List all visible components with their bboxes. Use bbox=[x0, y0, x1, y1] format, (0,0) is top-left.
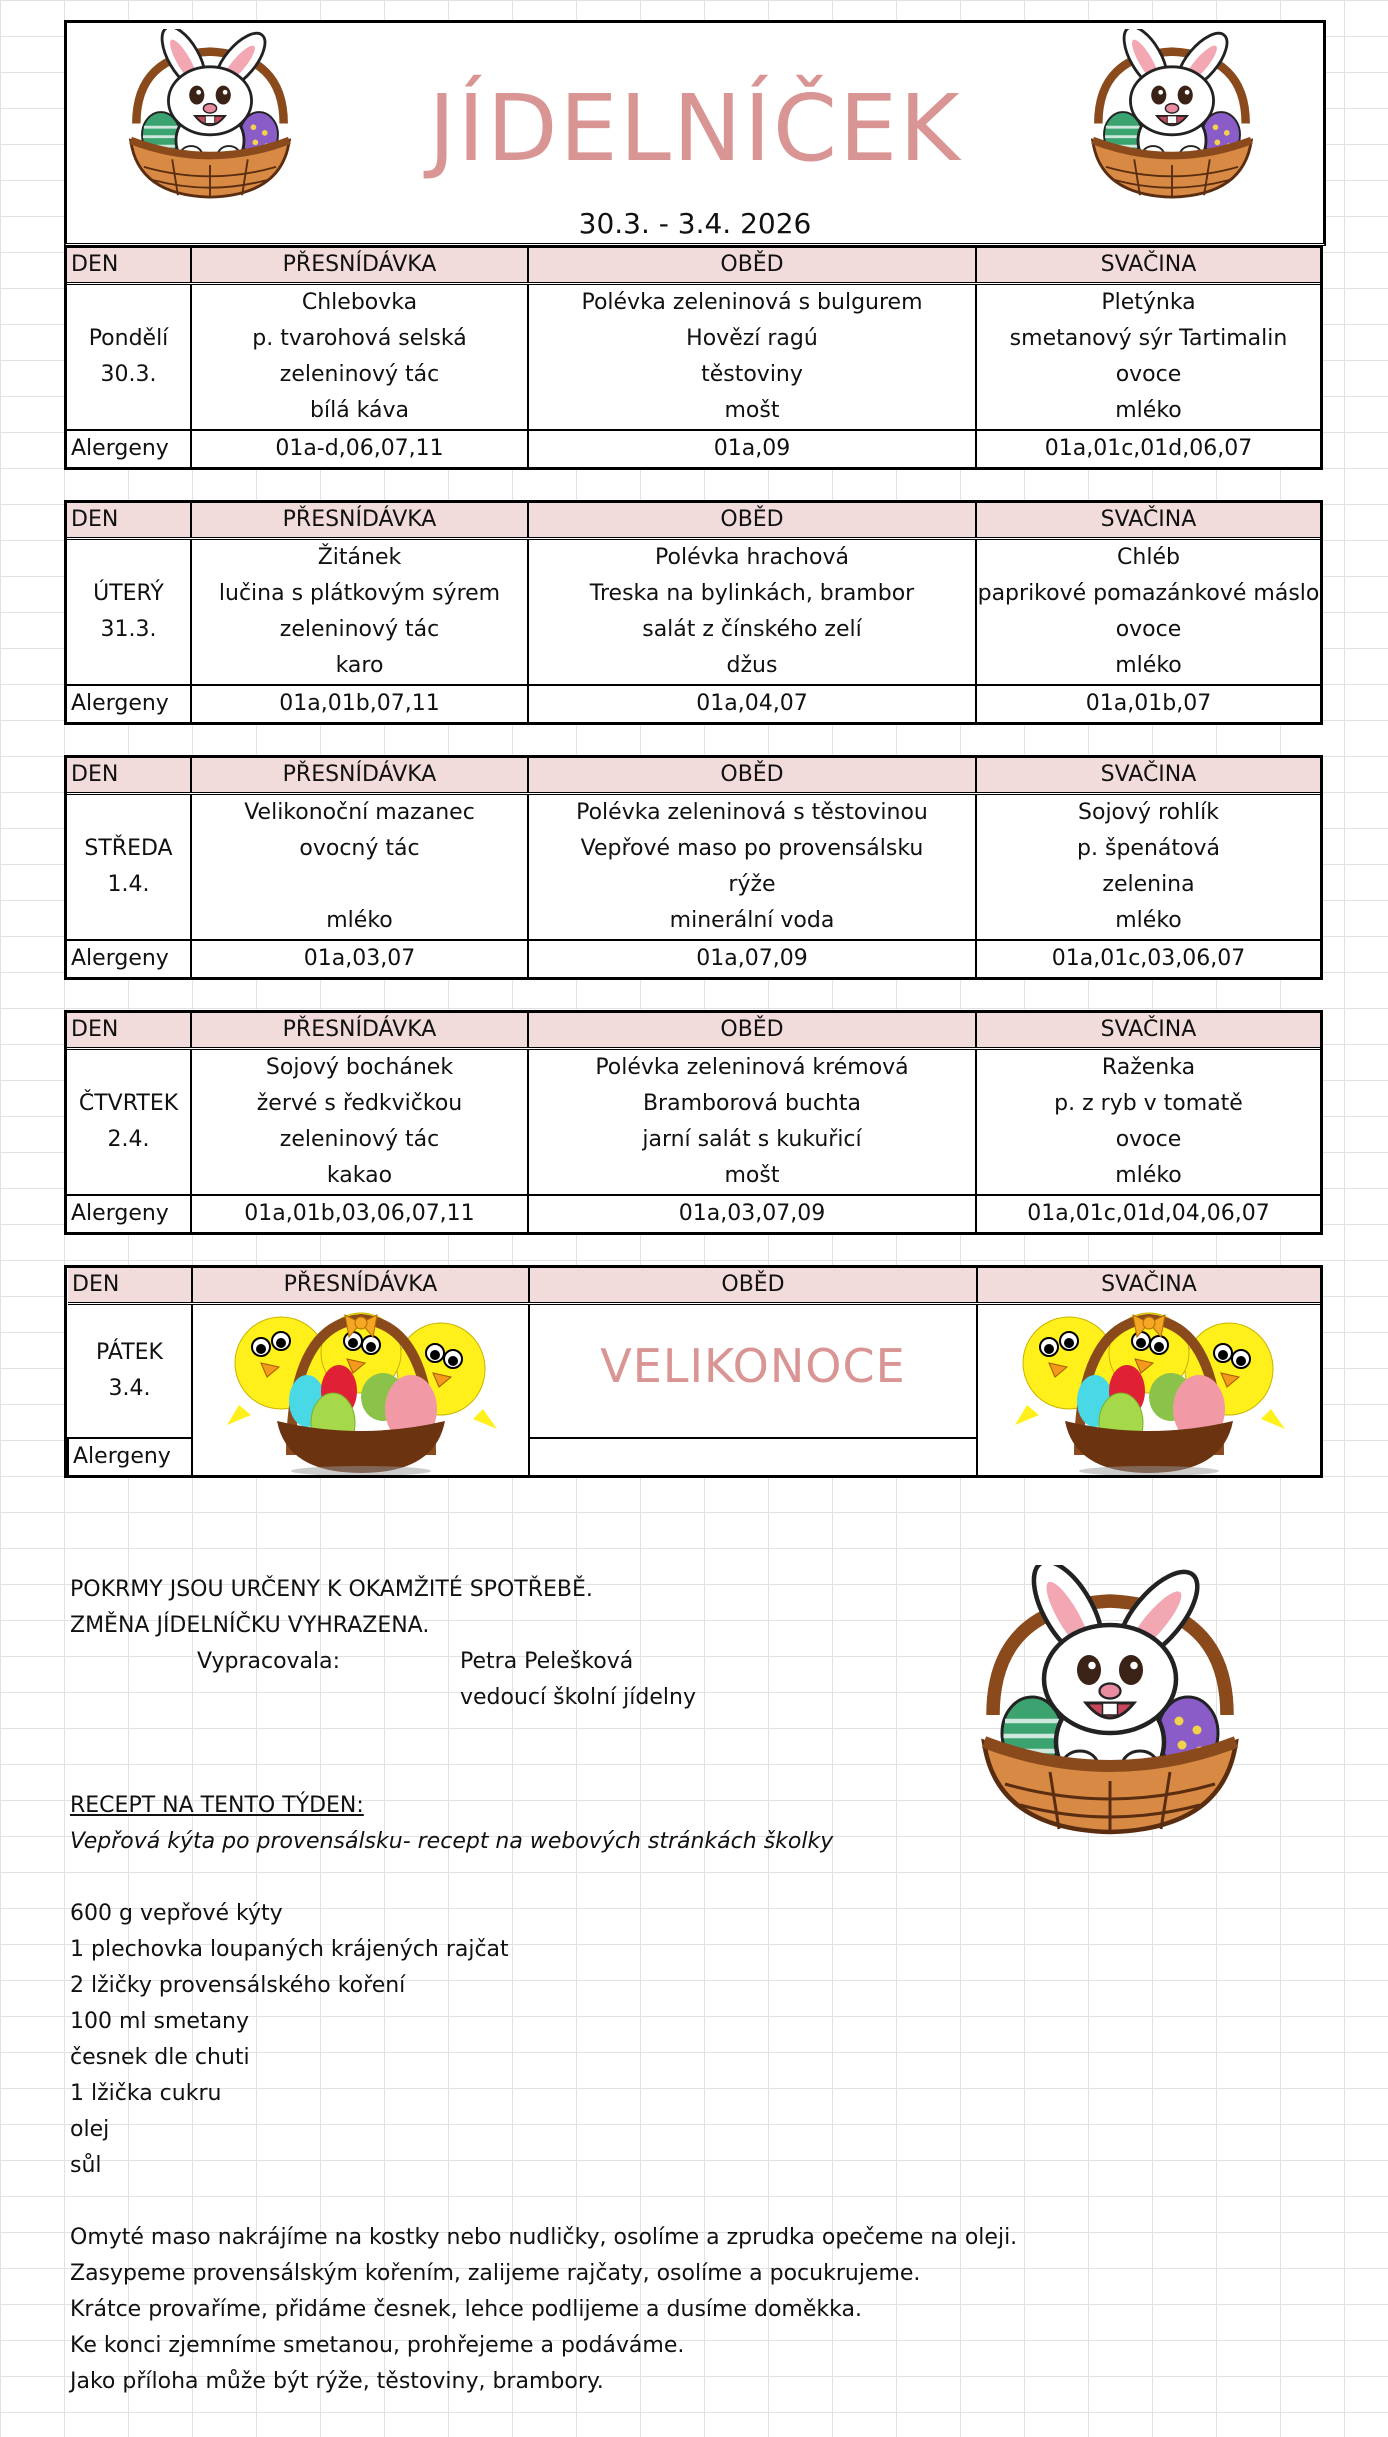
column-header-svacina: SVAČINA bbox=[976, 758, 1320, 794]
menu-item-obed: Vepřové maso po provensálsku bbox=[528, 831, 976, 867]
notice-consumption: POKRMY JSOU URČENY K OKAMŽITÉ SPOTŘEBĚ. bbox=[70, 1577, 593, 1602]
column-header-obed: OBĚD bbox=[528, 1013, 976, 1049]
prepared-by-label: Vypracovala: bbox=[197, 1649, 341, 1674]
column-header-presnidavka: PŘESNÍDÁVKA bbox=[191, 503, 528, 539]
menu-item-presnidavka bbox=[191, 867, 528, 903]
menu-item-svacina: p. špenátová bbox=[976, 831, 1320, 867]
holiday-cell bbox=[529, 1304, 977, 1439]
menu-item-svacina: Raženka bbox=[976, 1049, 1320, 1087]
recipe-step: Omyté maso nakrájíme na kostky nebo nudličky, osolíme a zprudka opečeme na oleji. bbox=[70, 2225, 1018, 2250]
prepared-by-role: vedoucí školní jídelny bbox=[460, 1685, 696, 1710]
column-header-svacina: SVAČINA bbox=[977, 1268, 1320, 1304]
menu-item-svacina: p. z ryb v tomatě bbox=[976, 1086, 1320, 1122]
ingredient-item: 100 ml smetany bbox=[70, 2009, 250, 2034]
column-header-den: DEN bbox=[67, 248, 191, 284]
page-title: JÍDELNÍČEK bbox=[428, 75, 962, 182]
allergens-obed: 01a,07,09 bbox=[528, 940, 976, 977]
easter-bunny-basket-image-right bbox=[1077, 29, 1267, 199]
chicks-easter-basket-image bbox=[999, 1305, 1299, 1475]
menu-item-obed: Treska na bylinkách, brambor bbox=[528, 576, 976, 612]
ingredient-item: česnek dle chuti bbox=[70, 2045, 250, 2070]
day-label bbox=[67, 794, 191, 941]
menu-item-presnidavka: ovocný tác bbox=[191, 831, 528, 867]
menu-item-obed: Polévka hrachová bbox=[528, 539, 976, 577]
allergens-obed: 01a,09 bbox=[528, 430, 976, 467]
day-table bbox=[64, 1265, 1323, 1478]
menu-item-presnidavka: zeleninový tác bbox=[191, 357, 528, 393]
ingredient-item: olej bbox=[70, 2117, 110, 2142]
allergens-obed bbox=[529, 1438, 977, 1475]
menu-item-svacina: Chléb bbox=[976, 539, 1320, 577]
menu-item-svacina: Pletýnka bbox=[976, 284, 1320, 322]
menu-item-svacina: mléko bbox=[976, 393, 1320, 430]
day-table bbox=[64, 245, 1323, 470]
recipe-title: Vepřová kýta po provensálsku- recept na webových stránkách školky bbox=[70, 1829, 834, 1854]
menu-item-svacina: ovoce bbox=[976, 1122, 1320, 1158]
day-label bbox=[68, 1304, 192, 1439]
allergens-svacina: 01a,01c,01d,04,06,07 bbox=[976, 1195, 1320, 1232]
column-header-obed: OBĚD bbox=[528, 758, 976, 794]
allergens-label: Alergeny bbox=[67, 430, 191, 467]
presnidavka-image-cell bbox=[192, 1304, 529, 1476]
prepared-by-name: Petra Pelešková bbox=[460, 1649, 634, 1674]
column-header-presnidavka: PŘESNÍDÁVKA bbox=[191, 758, 528, 794]
recipe-heading: RECEPT NA TENTO TÝDEN: bbox=[70, 1793, 364, 1818]
ingredient-item: 1 lžička cukru bbox=[70, 2081, 222, 2106]
column-header-presnidavka: PŘESNÍDÁVKA bbox=[191, 248, 528, 284]
column-header-svacina: SVAČINA bbox=[976, 248, 1320, 284]
allergens-svacina: 01a,01c,03,06,07 bbox=[976, 940, 1320, 977]
menu-item-presnidavka: Sojový bochánek bbox=[191, 1049, 528, 1087]
column-header-obed: OBĚD bbox=[529, 1268, 977, 1304]
menu-item-obed: džus bbox=[528, 648, 976, 685]
allergens-presnidavka: 01a-d,06,07,11 bbox=[191, 430, 528, 467]
ingredient-item: 600 g vepřové kýty bbox=[70, 1901, 283, 1926]
day-date: 2.4. bbox=[107, 1127, 150, 1152]
menu-item-obed: mošt bbox=[528, 1158, 976, 1195]
allergens-label: Alergeny bbox=[67, 940, 191, 977]
day-label bbox=[67, 284, 191, 431]
allergens-svacina: 01a,01b,07 bbox=[976, 685, 1320, 722]
allergens-presnidavka: 01a,03,07 bbox=[191, 940, 528, 977]
menu-item-presnidavka: bílá káva bbox=[191, 393, 528, 430]
day-name: PÁTEK bbox=[96, 1340, 163, 1365]
chicks-easter-basket-image bbox=[211, 1305, 511, 1475]
day-name: ÚTERÝ bbox=[93, 581, 164, 606]
menu-item-obed: Polévka zeleninová s těstovinou bbox=[528, 794, 976, 832]
day-date: 3.4. bbox=[108, 1376, 151, 1401]
menu-item-obed: Polévka zeleninová s bulgurem bbox=[528, 284, 976, 322]
allergens-obed: 01a,03,07,09 bbox=[528, 1195, 976, 1232]
recipe-step: Jako příloha může být rýže, těstoviny, brambory. bbox=[70, 2369, 604, 2394]
menu-item-svacina: mléko bbox=[976, 1158, 1320, 1195]
menu-item-svacina: mléko bbox=[976, 903, 1320, 940]
menu-item-presnidavka: karo bbox=[191, 648, 528, 685]
recipe-step: Krátce provaříme, přidáme česnek, lehce podlijeme a dusíme doměkka. bbox=[70, 2297, 862, 2322]
ingredient-item: 2 lžičky provensálského koření bbox=[70, 1973, 406, 1998]
menu-item-svacina: ovoce bbox=[976, 357, 1320, 393]
date-range: 30.3. - 3.4. 2026 bbox=[64, 205, 1326, 246]
column-header-den: DEN bbox=[67, 758, 191, 794]
menu-item-svacina: ovoce bbox=[976, 612, 1320, 648]
allergens-label: Alergeny bbox=[67, 1195, 191, 1232]
notice-changes: ZMĚNA JÍDELNÍČKU VYHRAZENA. bbox=[70, 1613, 430, 1638]
day-label bbox=[67, 1049, 191, 1196]
menu-item-obed: Bramborová buchta bbox=[528, 1086, 976, 1122]
menu-item-presnidavka: lučina s plátkovým sýrem bbox=[191, 576, 528, 612]
day-label bbox=[67, 539, 191, 686]
day-name: ČTVRTEK bbox=[78, 1091, 179, 1116]
allergens-presnidavka: 01a,01b,03,06,07,11 bbox=[191, 1195, 528, 1232]
day-table bbox=[64, 1010, 1323, 1235]
day-date: 31.3. bbox=[100, 617, 157, 642]
menu-item-svacina: mléko bbox=[976, 648, 1320, 685]
ingredient-item: sůl bbox=[70, 2153, 102, 2178]
day-name: STŘEDA bbox=[84, 836, 173, 861]
column-header-obed: OBĚD bbox=[528, 248, 976, 284]
menu-item-presnidavka: Chlebovka bbox=[191, 284, 528, 322]
column-header-obed: OBĚD bbox=[528, 503, 976, 539]
day-table bbox=[64, 755, 1323, 980]
column-header-den: DEN bbox=[67, 1013, 191, 1049]
column-header-presnidavka: PŘESNÍDÁVKA bbox=[192, 1268, 529, 1304]
svacina-image-cell bbox=[977, 1304, 1320, 1476]
allergens-obed: 01a,04,07 bbox=[528, 685, 976, 722]
menu-item-svacina: smetanový sýr Tartimalin bbox=[976, 321, 1320, 357]
menu-item-svacina: zelenina bbox=[976, 867, 1320, 903]
ingredient-item: 1 plechovka loupaných krájených rajčat bbox=[70, 1937, 509, 1962]
menu-item-presnidavka: p. tvarohová selská bbox=[191, 321, 528, 357]
easter-bunny-basket-image-bottom bbox=[960, 1540, 1260, 1860]
menu-item-presnidavka: zeleninový tác bbox=[191, 612, 528, 648]
menu-item-obed: salát z čínského zelí bbox=[528, 612, 976, 648]
menu-item-presnidavka: kakao bbox=[191, 1158, 528, 1195]
menu-item-obed: jarní salát s kukuřicí bbox=[528, 1122, 976, 1158]
column-header-svacina: SVAČINA bbox=[976, 1013, 1320, 1049]
menu-item-obed: Polévka zeleninová krémová bbox=[528, 1049, 976, 1087]
column-header-svacina: SVAČINA bbox=[976, 503, 1320, 539]
menu-item-presnidavka: žervé s ředkvičkou bbox=[191, 1086, 528, 1122]
menu-item-presnidavka: Velikonoční mazanec bbox=[191, 794, 528, 832]
title-block bbox=[64, 20, 1326, 208]
day-table bbox=[64, 500, 1323, 725]
menu-item-obed: Hovězí ragú bbox=[528, 321, 976, 357]
day-name: Pondělí bbox=[88, 326, 169, 351]
column-header-den: DEN bbox=[68, 1268, 192, 1304]
menu-item-svacina: paprikové pomazánkové máslo bbox=[976, 576, 1320, 612]
allergens-label: Alergeny bbox=[68, 1438, 192, 1475]
menu-item-svacina: Sojový rohlík bbox=[976, 794, 1320, 832]
menu-item-presnidavka: mléko bbox=[191, 903, 528, 940]
day-date: 30.3. bbox=[100, 362, 157, 387]
menu-item-presnidavka: Žitánek bbox=[191, 539, 528, 577]
allergens-svacina: 01a,01c,01d,06,07 bbox=[976, 430, 1320, 467]
recipe-step: Ke konci zjemníme smetanou, prohřejeme a podáváme. bbox=[70, 2333, 685, 2358]
allergens-label: Alergeny bbox=[67, 685, 191, 722]
column-header-den: DEN bbox=[67, 503, 191, 539]
menu-item-obed: mošt bbox=[528, 393, 976, 430]
holiday-label: VELIKONOCE bbox=[600, 1339, 906, 1393]
menu-item-obed: minerální voda bbox=[528, 903, 976, 940]
menu-item-obed: těstoviny bbox=[528, 357, 976, 393]
column-header-presnidavka: PŘESNÍDÁVKA bbox=[191, 1013, 528, 1049]
allergens-presnidavka: 01a,01b,07,11 bbox=[191, 685, 528, 722]
day-date: 1.4. bbox=[107, 872, 150, 897]
menu-item-obed: rýže bbox=[528, 867, 976, 903]
recipe-step: Zasypeme provensálským kořením, zalijeme rajčaty, osolíme a pocukrujeme. bbox=[70, 2261, 921, 2286]
menu-item-presnidavka: zeleninový tác bbox=[191, 1122, 528, 1158]
